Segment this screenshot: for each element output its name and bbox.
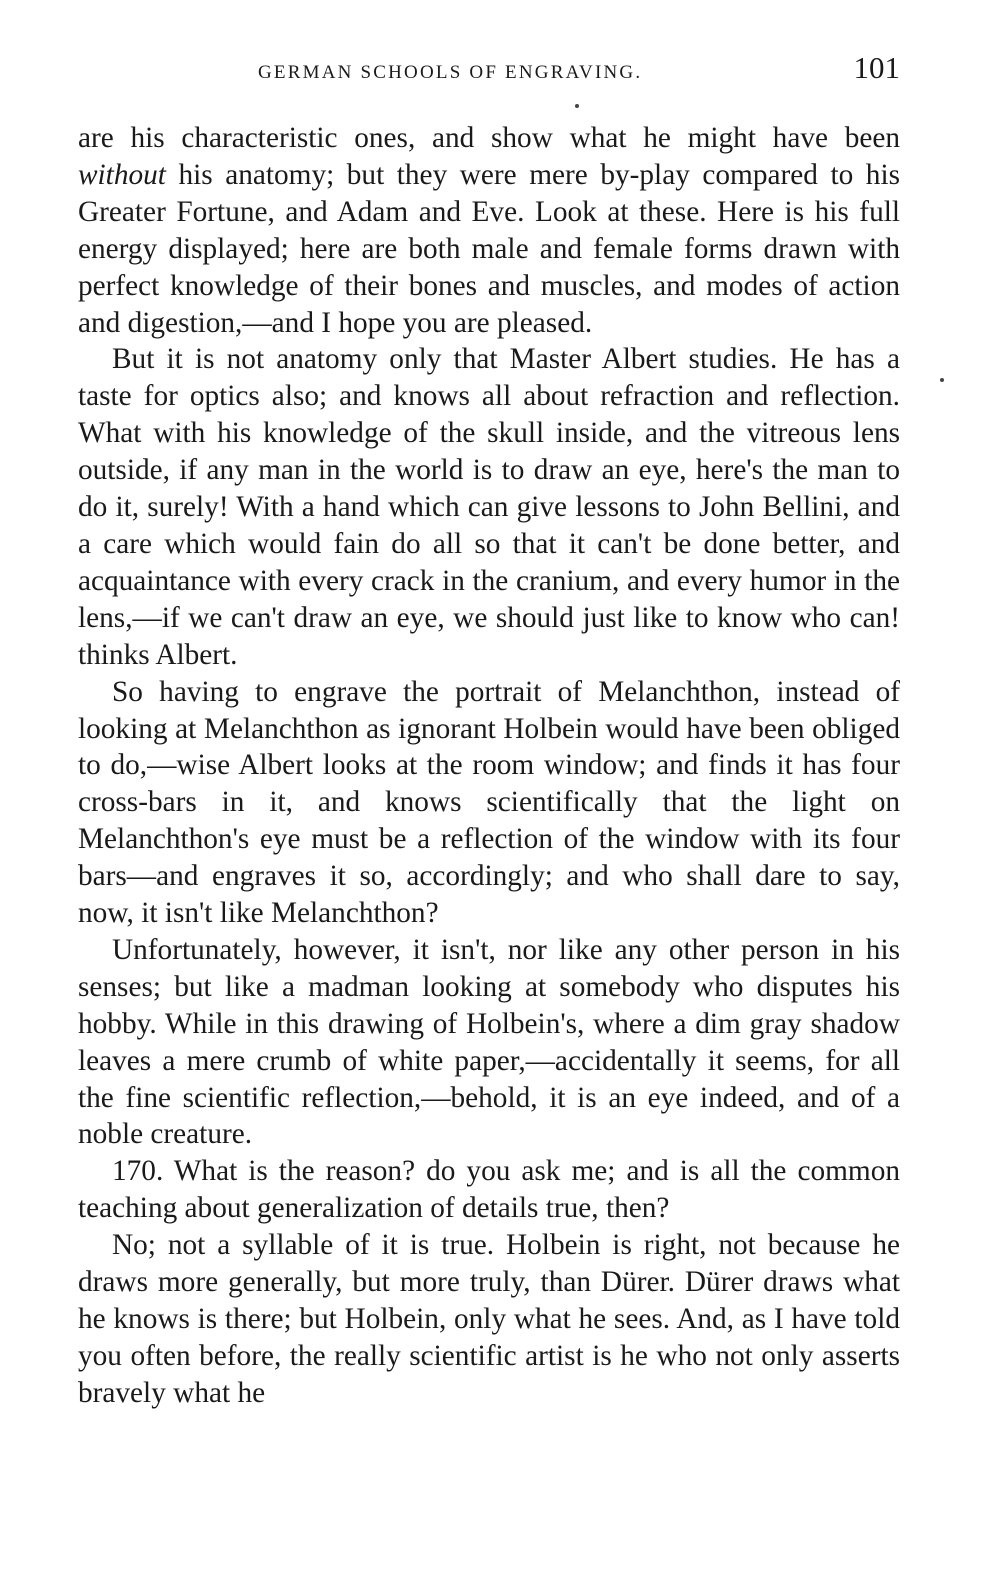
paragraph-1-end: his anatomy; but they were mere by-play compared to his Greater Fortune, and Adam and Eve. Look at these. Here is his full energy displayed; here are both male and female forms drawn with perfect knowledge of their bones and muscles, and modes of action and digestion,—and I hope you are pleased.: [78, 158, 900, 339]
paragraph-3: So having to engrave the portrait of Melanchthon, instead of looking at Melanchthon as ignorant Holbein would have been obliged to do,—wise Albert looks at the room window; and finds it has four cross-bars in it, and knows scientifically that the light on Melanchthon's eye must be a reflection of the window with its four bars—and engraves it so, accordingly; and who shall dare to say, now, it isn't like Melanchthon?: [78, 675, 900, 930]
paragraph-5-section-170: 170. What is the reason? do you ask me; and is all the common teaching about generalization of details true, then?: [78, 1155, 900, 1225]
page-number: 101: [853, 50, 900, 85]
paragraph-6: No; not a syllable of it is true. Holbein is right, not because he draws more generally, but more truly, than Dürer. Dürer draws what he knows is there; but Holbein, only what he sees. And, as I have told you often before, the really scientific artist is he who not only asserts bravely what he: [78, 1229, 900, 1409]
italic-word: without: [78, 158, 166, 191]
book-page: [78, 48, 900, 1412]
paragraph-4: Unfortunately, however, it isn't, nor like any other person in his senses; but like a madman looking at somebody who disputes his hobby. While in this drawing of Holbein's, where a dim gray shadow leaves a mere crumb of white paper,—accidentally it seems, for all the fine scientific reflection,—behold, it is an eye indeed, and of a noble creature.: [78, 933, 900, 1151]
running-title: GERMAN SCHOOLS OF ENGRAVING.: [258, 62, 643, 83]
paragraph-1: [78, 120, 900, 341]
ink-speck: [575, 104, 579, 108]
paragraph-2: But it is not anatomy only that Master Albert studies. He has a taste for optics also; and knows all about refraction and reflection. What with his knowledge of the skull inside, and the vitreous lens outside, if any man in the world is to draw an eye, here's the man to do it, surely! With a hand which can give lessons to John Bellini, and a care which would fain do all so that it can't be done better, and acquaintance with every crack in the cranium, and every humor in the lens,—if we can't draw an eye, we should just like to know who can! thinks Albert.: [78, 343, 900, 671]
page-header: [78, 48, 900, 100]
ink-speck: [940, 378, 944, 382]
paragraph-1-start: are his characteristic ones, and show what he might have been: [78, 122, 900, 154]
body-text: [78, 120, 900, 1412]
